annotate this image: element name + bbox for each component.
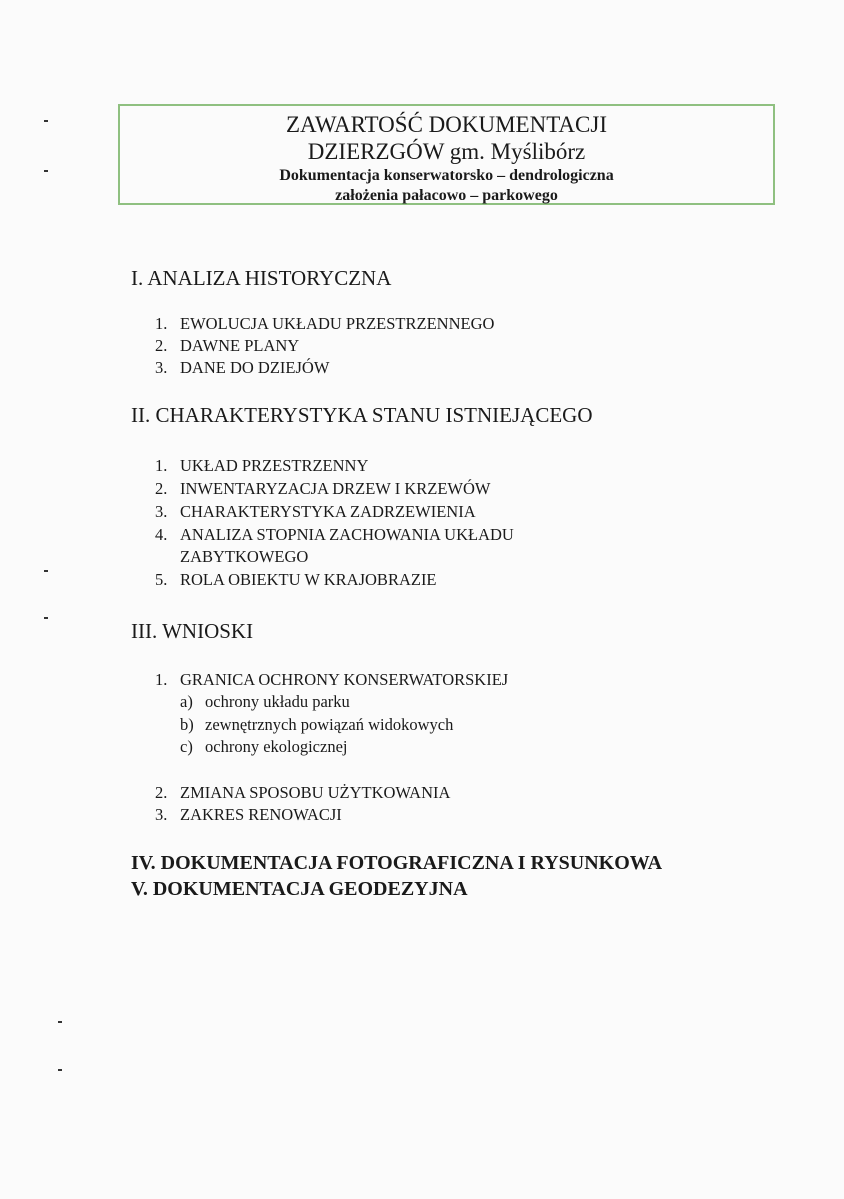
list-item [155, 669, 508, 691]
subitem-letter: b) [180, 715, 194, 734]
section-heading-1: I. ANALIZA HISTORYCZNA [131, 266, 392, 290]
item-text: ZAKRES RENOWACJI [180, 805, 342, 824]
list-item [155, 501, 476, 523]
item-number: 3. [155, 358, 168, 377]
list-item [155, 357, 329, 379]
item-text: ANALIZA STOPNIA ZACHOWANIA UKŁADU [180, 525, 514, 544]
scan-mark [44, 170, 48, 172]
scan-mark [44, 617, 48, 619]
item-number: 3. [155, 502, 168, 521]
sub-list-item [180, 736, 348, 758]
item-text: DAWNE PLANY [180, 336, 300, 355]
list-item-continuation: ZABYTKOWEGO [180, 547, 309, 566]
item-number: 2. [155, 783, 168, 802]
location-title: DZIERZGÓW gm. Myślibórz [307, 139, 586, 164]
item-number: 5. [155, 570, 168, 589]
item-text: INWENTARYZACJA DRZEW I KRZEWÓW [180, 479, 491, 498]
list-item [155, 313, 494, 335]
document-title: ZAWARTOŚĆ DOKUMENTACJI [286, 112, 607, 137]
list-item [155, 455, 368, 477]
section-heading-2: II. CHARAKTERYSTYKA STANU ISTNIEJĄCEGO [131, 403, 593, 427]
section-heading-5: V. DOKUMENTACJA GEODEZYJNA [131, 878, 468, 900]
scan-mark [44, 570, 48, 572]
list-item [155, 524, 514, 546]
list-item [155, 569, 437, 591]
item-text: UKŁAD PRZESTRZENNY [180, 456, 369, 475]
item-text: GRANICA OCHRONY KONSERWATORSKIEJ [180, 670, 509, 689]
list-item [155, 804, 342, 826]
item-number: 3. [155, 805, 168, 824]
section-heading-4: IV. DOKUMENTACJA FOTOGRAFICZNA I RYSUNKOWA [131, 852, 663, 874]
subitem-text: ochrony ekologicznej [205, 737, 348, 756]
subitem-letter: a) [180, 692, 193, 711]
list-item [155, 782, 450, 804]
sub-list-item [180, 714, 453, 736]
item-number: 1. [155, 670, 168, 689]
subitem-letter: c) [180, 737, 193, 756]
scan-mark [44, 120, 48, 122]
document-subtitle-2: założenia pałacowo – parkowego [335, 187, 558, 204]
item-text: DANE DO DZIEJÓW [180, 358, 330, 377]
item-number: 1. [155, 456, 168, 475]
item-number: 1. [155, 314, 168, 333]
scan-mark [58, 1069, 62, 1071]
item-text: CHARAKTERYSTYKA ZADRZEWIENIA [180, 502, 476, 521]
item-number: 4. [155, 525, 168, 544]
subitem-text: ochrony układu parku [205, 692, 350, 711]
item-text: EWOLUCJA UKŁADU PRZESTRZENNEGO [180, 314, 495, 333]
item-number: 2. [155, 336, 168, 355]
scan-mark [58, 1021, 62, 1023]
list-item [155, 478, 490, 500]
section-heading-3: III. WNIOSKI [131, 619, 254, 643]
sub-list-item [180, 691, 350, 713]
title-box [118, 104, 775, 205]
item-text: ROLA OBIEKTU W KRAJOBRAZIE [180, 570, 437, 589]
item-number: 2. [155, 479, 168, 498]
item-text: ZMIANA SPOSOBU UŻYTKOWANIA [180, 783, 451, 802]
document-subtitle: Dokumentacja konserwatorsko – dendrologiczna [279, 167, 614, 184]
list-item [155, 335, 299, 357]
subitem-text: zewnętrznych powiązań widokowych [205, 715, 454, 734]
